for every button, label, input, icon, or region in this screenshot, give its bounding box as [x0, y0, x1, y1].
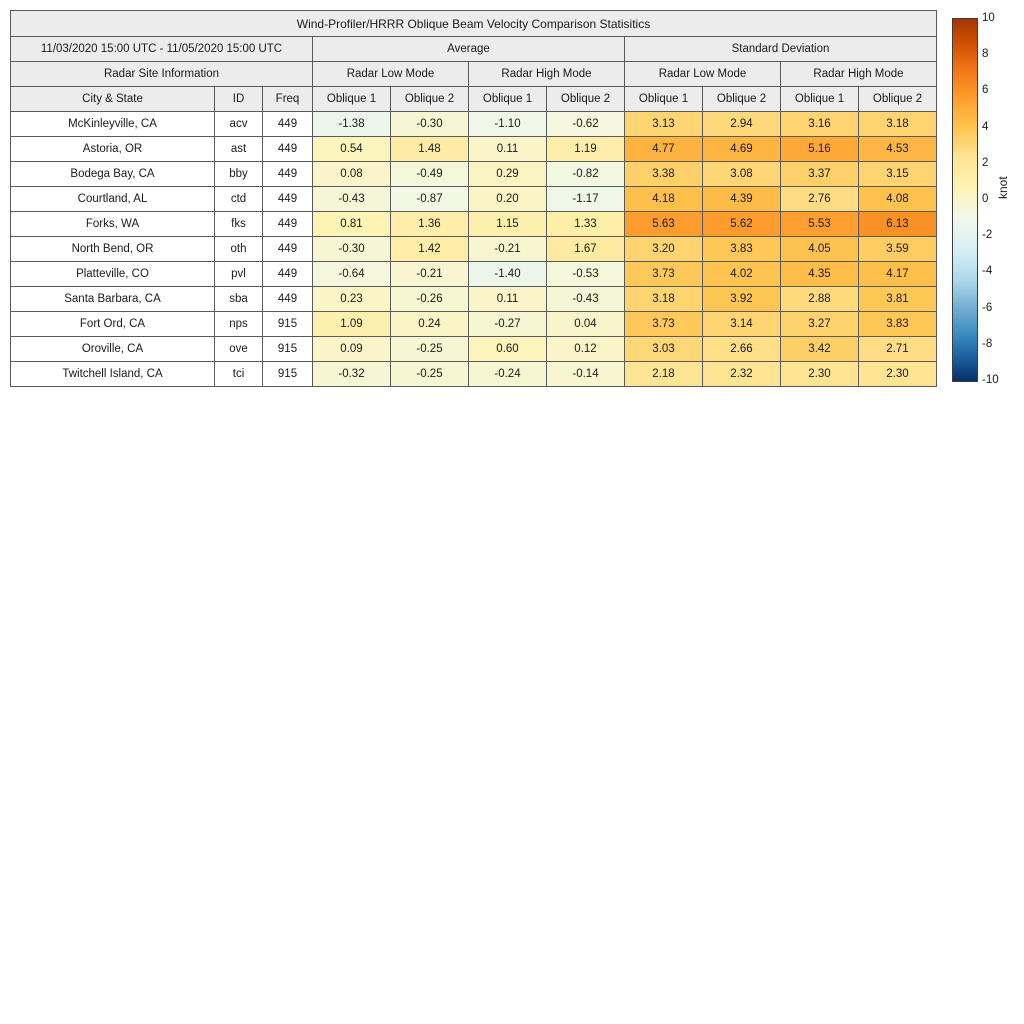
cell-value: 2.18 [625, 362, 703, 387]
statistics-table [10, 10, 937, 387]
cell-value: 0.23 [313, 287, 391, 312]
column-header-id: ID [215, 87, 263, 112]
cell-freq: 449 [263, 112, 313, 137]
cell-value: 0.54 [313, 137, 391, 162]
cell-id: acv [215, 112, 263, 137]
column-header-avg-low-obl2: Oblique 2 [391, 87, 469, 112]
cell-value: -0.43 [547, 287, 625, 312]
colorbar-tick-label: -6 [982, 301, 993, 314]
group-header-site: Radar Site Information [11, 62, 313, 87]
cell-value: 4.39 [703, 187, 781, 212]
cell-value: 0.20 [469, 187, 547, 212]
cell-value: -0.49 [391, 162, 469, 187]
column-header-avg-high-obl1: Oblique 1 [469, 87, 547, 112]
cell-value: 3.13 [625, 112, 703, 137]
colorbar-tick-label: -4 [982, 265, 993, 278]
colorbar-tick-label: 0 [982, 193, 989, 205]
cell-value: 4.69 [703, 137, 781, 162]
column-header-sd-low-obl2: Oblique 2 [703, 87, 781, 112]
cell-value: 0.12 [547, 337, 625, 362]
cell-city: Santa Barbara, CA [11, 287, 215, 312]
cell-value: 3.81 [859, 287, 937, 312]
cell-freq: 449 [263, 262, 313, 287]
cell-city: Courtland, AL [11, 187, 215, 212]
cell-value: 4.08 [859, 187, 937, 212]
table-title: Wind-Profiler/HRRR Oblique Beam Velocity Comparison Statisitics [11, 11, 937, 37]
cell-value: -0.64 [313, 262, 391, 287]
cell-id: pvl [215, 262, 263, 287]
cell-value: 4.02 [703, 262, 781, 287]
column-header-sd-low-obl1: Oblique 1 [625, 87, 703, 112]
cell-value: 3.83 [703, 237, 781, 262]
colorbar-tick-label: 10 [982, 12, 995, 24]
cell-value: -0.30 [313, 237, 391, 262]
cell-value: 2.76 [781, 187, 859, 212]
cell-id: ctd [215, 187, 263, 212]
cell-freq: 449 [263, 187, 313, 212]
cell-value: 2.66 [703, 337, 781, 362]
cell-value: 3.20 [625, 237, 703, 262]
cell-value: 1.09 [313, 312, 391, 337]
table-row [11, 337, 937, 362]
cell-value: 3.42 [781, 337, 859, 362]
cell-value: -0.87 [391, 187, 469, 212]
table-column-header-row [11, 87, 937, 112]
cell-value: 2.30 [781, 362, 859, 387]
cell-value: 3.38 [625, 162, 703, 187]
cell-id: fks [215, 212, 263, 237]
table-row [11, 187, 937, 212]
cell-value: 3.92 [703, 287, 781, 312]
cell-value: 3.73 [625, 262, 703, 287]
cell-freq: 449 [263, 162, 313, 187]
table-group-header-row [11, 37, 937, 62]
cell-value: 1.19 [547, 137, 625, 162]
mode-header-avg-low: Radar Low Mode [313, 62, 469, 87]
cell-value: 3.18 [625, 287, 703, 312]
cell-freq: 449 [263, 237, 313, 262]
cell-value: 4.77 [625, 137, 703, 162]
cell-value: 4.18 [625, 187, 703, 212]
table-mode-header-row [11, 62, 937, 87]
mode-header-sd-low: Radar Low Mode [625, 62, 781, 87]
cell-value: -0.21 [391, 262, 469, 287]
column-header-sd-high-obl2: Oblique 2 [859, 87, 937, 112]
table-row [11, 362, 937, 387]
cell-city: Platteville, CO [11, 262, 215, 287]
cell-value: 2.30 [859, 362, 937, 387]
cell-value: 0.04 [547, 312, 625, 337]
column-header-sd-high-obl1: Oblique 1 [781, 87, 859, 112]
colorbar-tick-label: 6 [982, 84, 989, 97]
cell-value: -1.10 [469, 112, 547, 137]
cell-value: 3.59 [859, 237, 937, 262]
cell-value: 0.60 [469, 337, 547, 362]
cell-value: 4.17 [859, 262, 937, 287]
colorbar-tick-label: -10 [982, 374, 999, 386]
cell-value: 0.11 [469, 287, 547, 312]
cell-value: 1.15 [469, 212, 547, 237]
cell-value: 0.08 [313, 162, 391, 187]
cell-id: oth [215, 237, 263, 262]
time-range-cell: 11/03/2020 15:00 UTC - 11/05/2020 15:00 UTC [11, 37, 313, 62]
column-header-avg-low-obl1: Oblique 1 [313, 87, 391, 112]
statistics-table-wrapper [10, 10, 937, 387]
cell-city: Oroville, CA [11, 337, 215, 362]
cell-value: -0.14 [547, 362, 625, 387]
cell-value: -0.53 [547, 262, 625, 287]
cell-value: 3.37 [781, 162, 859, 187]
cell-city: North Bend, OR [11, 237, 215, 262]
cell-value: 3.03 [625, 337, 703, 362]
cell-city: Astoria, OR [11, 137, 215, 162]
cell-value: -0.26 [391, 287, 469, 312]
cell-value: 1.42 [391, 237, 469, 262]
cell-freq: 449 [263, 287, 313, 312]
cell-freq: 915 [263, 337, 313, 362]
cell-value: 5.63 [625, 212, 703, 237]
cell-value: 1.33 [547, 212, 625, 237]
cell-value: 3.18 [859, 112, 937, 137]
cell-id: sba [215, 287, 263, 312]
cell-value: 3.08 [703, 162, 781, 187]
cell-value: 2.94 [703, 112, 781, 137]
cell-value: 5.16 [781, 137, 859, 162]
cell-value: 1.36 [391, 212, 469, 237]
table-row [11, 287, 937, 312]
cell-value: -0.82 [547, 162, 625, 187]
cell-city: Bodega Bay, CA [11, 162, 215, 187]
colorbar-tick-label: 8 [982, 48, 989, 61]
cell-value: 1.48 [391, 137, 469, 162]
cell-value: -0.32 [313, 362, 391, 387]
cell-value: -0.30 [391, 112, 469, 137]
table-row [11, 262, 937, 287]
table-data-body [11, 112, 937, 387]
cell-value: 5.62 [703, 212, 781, 237]
cell-value: 2.71 [859, 337, 937, 362]
cell-value: -1.40 [469, 262, 547, 287]
cell-city: Fort Ord, CA [11, 312, 215, 337]
group-header-stddev: Standard Deviation [625, 37, 937, 62]
cell-value: -1.38 [313, 112, 391, 137]
cell-freq: 915 [263, 362, 313, 387]
cell-value: 0.29 [469, 162, 547, 187]
table-row [11, 312, 937, 337]
cell-city: Forks, WA [11, 212, 215, 237]
cell-value: 5.53 [781, 212, 859, 237]
colorbar-tick-label: -2 [982, 229, 993, 242]
cell-value: 4.53 [859, 137, 937, 162]
cell-value: 2.32 [703, 362, 781, 387]
cell-value: 0.09 [313, 337, 391, 362]
cell-value: -0.43 [313, 187, 391, 212]
colorbar-ticks [978, 12, 1018, 386]
column-header-city: City & State [11, 87, 215, 112]
table-row [11, 237, 937, 262]
cell-value: 0.24 [391, 312, 469, 337]
colorbar-tick-label: 2 [982, 156, 989, 169]
cell-value: 4.35 [781, 262, 859, 287]
cell-value: -0.27 [469, 312, 547, 337]
cell-freq: 449 [263, 212, 313, 237]
cell-freq: 915 [263, 312, 313, 337]
table-row [11, 162, 937, 187]
cell-freq: 449 [263, 137, 313, 162]
cell-value: -1.17 [547, 187, 625, 212]
cell-id: bby [215, 162, 263, 187]
cell-value: 3.83 [859, 312, 937, 337]
colorbar-tick-label: -8 [982, 337, 993, 350]
colorbar-tick-label: 4 [982, 120, 989, 133]
cell-value: 0.11 [469, 137, 547, 162]
column-header-avg-high-obl2: Oblique 2 [547, 87, 625, 112]
cell-value: 2.88 [781, 287, 859, 312]
colorbar [952, 18, 978, 382]
mode-header-sd-high: Radar High Mode [781, 62, 937, 87]
cell-id: ove [215, 337, 263, 362]
cell-value: -0.25 [391, 337, 469, 362]
cell-city: McKinleyville, CA [11, 112, 215, 137]
cell-value: 6.13 [859, 212, 937, 237]
cell-id: ast [215, 137, 263, 162]
group-header-average: Average [313, 37, 625, 62]
cell-value: 3.16 [781, 112, 859, 137]
column-header-freq: Freq [263, 87, 313, 112]
cell-value: 1.67 [547, 237, 625, 262]
mode-header-avg-high: Radar High Mode [469, 62, 625, 87]
table-row [11, 112, 937, 137]
table-row [11, 137, 937, 162]
cell-city: Twitchell Island, CA [11, 362, 215, 387]
cell-value: -0.24 [469, 362, 547, 387]
cell-value: 3.15 [859, 162, 937, 187]
table-title-row [11, 11, 937, 37]
cell-value: 3.27 [781, 312, 859, 337]
cell-id: tci [215, 362, 263, 387]
table-row [11, 212, 937, 237]
cell-value: 0.81 [313, 212, 391, 237]
cell-value: -0.25 [391, 362, 469, 387]
cell-value: -0.21 [469, 237, 547, 262]
cell-value: 4.05 [781, 237, 859, 262]
colorbar-label: knot [996, 176, 1010, 199]
cell-value: 3.73 [625, 312, 703, 337]
cell-value: -0.62 [547, 112, 625, 137]
cell-value: 3.14 [703, 312, 781, 337]
cell-id: nps [215, 312, 263, 337]
